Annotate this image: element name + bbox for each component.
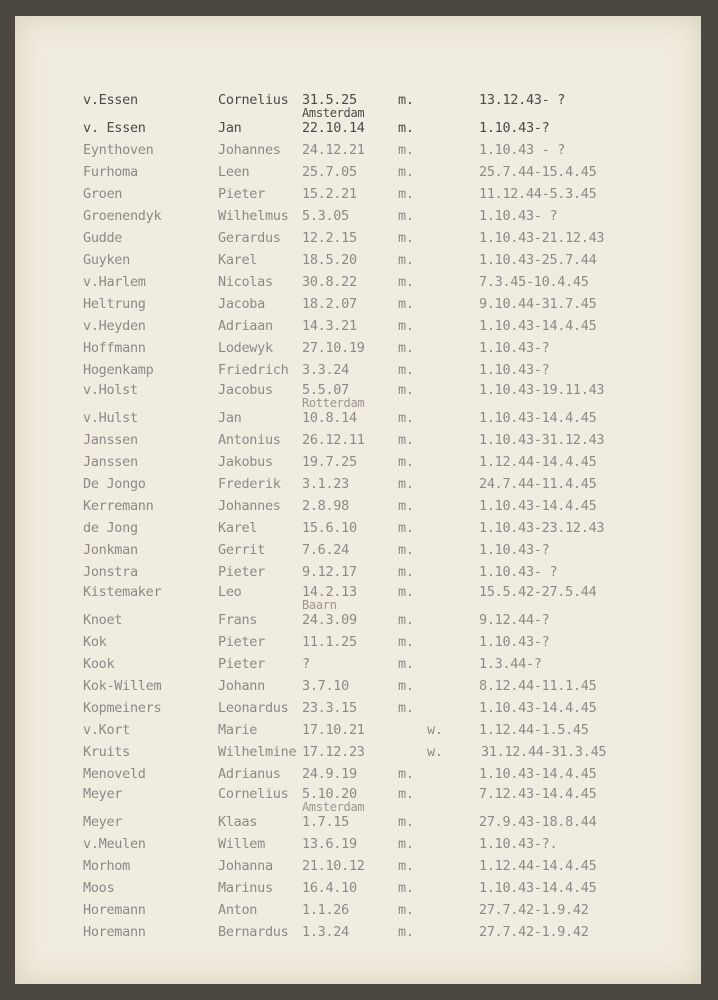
given-name-cell: Wilhelmus: [218, 208, 289, 224]
surname-cell: Groenendyk: [83, 208, 162, 224]
sex-cell: m.: [398, 584, 414, 600]
given-name-cell: Pieter: [218, 634, 265, 650]
given-name-cell: Nicolas: [218, 274, 273, 290]
register-entry: [15, 722, 701, 744]
birth-date-cell: 15.2.21: [302, 186, 357, 202]
period-cell: 1.10.43-14.4.45: [479, 318, 597, 334]
given-name-cell: Jan: [218, 120, 242, 136]
birth-place-cell: Amsterdam: [302, 106, 365, 120]
birth-date-cell: 18.2.07: [302, 296, 357, 312]
register-entry: [15, 744, 701, 766]
sex-cell: m.: [398, 454, 414, 470]
sex-cell: w.: [427, 722, 443, 738]
period-cell: 1.10.43-14.4.45: [479, 880, 597, 896]
register-entry: [15, 92, 701, 120]
register-entry: [15, 318, 701, 340]
birth-date-cell: 7.6.24: [302, 542, 349, 558]
register-entry: [15, 362, 701, 384]
register-entry: [15, 230, 701, 252]
sex-cell: m.: [398, 814, 414, 830]
register-entry: [15, 164, 701, 186]
birth-date-cell: 22.10.14: [302, 120, 365, 136]
given-name-cell: Friedrich: [218, 362, 289, 378]
sex-cell: m.: [398, 924, 414, 940]
given-name-cell: Cornelius: [218, 786, 289, 802]
given-name-cell: Johanna: [218, 858, 273, 874]
period-cell: 9.12.44-?: [479, 612, 550, 628]
sex-cell: m.: [398, 880, 414, 896]
surname-cell: Guyken: [83, 252, 130, 268]
period-cell: 24.7.44-11.4.45: [479, 476, 597, 492]
register-entry: [15, 880, 701, 902]
birth-date-cell: 15.6.10: [302, 520, 357, 536]
birth-date-cell: 24.3.09: [302, 612, 357, 628]
register-entry: [15, 186, 701, 208]
period-cell: 27.9.43-18.8.44: [479, 814, 597, 830]
register-entry: [15, 340, 701, 362]
surname-cell: v.Kort: [83, 722, 130, 738]
birth-date-cell: 1.1.26: [302, 902, 349, 918]
sex-cell: m.: [398, 92, 414, 108]
sex-cell: m.: [398, 564, 414, 580]
surname-cell: Horemann: [83, 924, 146, 940]
period-cell: 1.12.44-1.5.45: [479, 722, 589, 738]
given-name-cell: Adrianus: [218, 766, 281, 782]
given-name-cell: Pieter: [218, 564, 265, 580]
given-name-cell: Marinus: [218, 880, 273, 896]
sex-cell: m.: [398, 498, 414, 514]
period-cell: 27.7.42-1.9.42: [479, 924, 589, 940]
given-name-cell: Bernardus: [218, 924, 289, 940]
birth-date-cell: 16.4.10: [302, 880, 357, 896]
document-page: [15, 16, 701, 984]
sex-cell: m.: [398, 678, 414, 694]
birth-date-cell: 23.3.15: [302, 700, 357, 716]
surname-cell: Morhom: [83, 858, 130, 874]
birth-date-cell: 11.1.25: [302, 634, 357, 650]
given-name-cell: Adriaan: [218, 318, 273, 334]
birth-date-cell: 21.10.12: [302, 858, 365, 874]
birth-date-cell: 27.10.19: [302, 340, 365, 356]
given-name-cell: Anton: [218, 902, 258, 918]
birth-date-cell: 13.6.19: [302, 836, 357, 852]
birth-place-cell: Rotterdam: [302, 396, 365, 410]
sex-cell: m.: [398, 230, 414, 246]
sex-cell: m.: [398, 612, 414, 628]
surname-cell: Hoffmann: [83, 340, 146, 356]
given-name-cell: Jakobus: [218, 454, 273, 470]
register-entry: [15, 274, 701, 296]
register-entry: [15, 252, 701, 274]
register-entry: [15, 520, 701, 542]
surname-cell: Kruits: [83, 744, 130, 760]
sex-cell: m.: [398, 120, 414, 136]
given-name-cell: Johannes: [218, 142, 281, 158]
register-entry: [15, 700, 701, 722]
register-entry: [15, 634, 701, 656]
sex-cell: m.: [398, 700, 414, 716]
surname-cell: Jonkman: [83, 542, 138, 558]
surname-cell: Menoveld: [83, 766, 146, 782]
period-cell: 1.12.44-14.4.45: [479, 454, 597, 470]
period-cell: 1.10.43-23.12.43: [479, 520, 605, 536]
surname-cell: v.Holst: [83, 382, 138, 398]
given-name-cell: Wilhelmine: [218, 744, 297, 760]
given-name-cell: Jan: [218, 410, 242, 426]
period-cell: 13.12.43- ?: [479, 92, 566, 108]
register-entry: [15, 432, 701, 454]
surname-cell: de Jong: [83, 520, 138, 536]
sex-cell: m.: [398, 656, 414, 672]
sex-cell: m.: [398, 410, 414, 426]
period-cell: 1.10.43-?: [479, 362, 550, 378]
sex-cell: m.: [398, 164, 414, 180]
birth-date-cell: 31.5.25: [302, 92, 357, 108]
register-entry: [15, 454, 701, 476]
surname-cell: Furhoma: [83, 164, 138, 180]
sex-cell: m.: [398, 858, 414, 874]
birth-date-cell: 1.7.15: [302, 814, 349, 830]
sex-cell: m.: [398, 432, 414, 448]
period-cell: 1.10.43- ?: [479, 564, 558, 580]
given-name-cell: Pieter: [218, 186, 265, 202]
period-cell: 1.10.43-31.12.43: [479, 432, 605, 448]
birth-date-cell: 14.3.21: [302, 318, 357, 334]
birth-date-cell: 5.10.20: [302, 786, 357, 802]
birth-date-cell: 17.10.21: [302, 722, 365, 738]
given-name-cell: Leo: [218, 584, 242, 600]
period-cell: 9.10.44-31.7.45: [479, 296, 597, 312]
given-name-cell: Marie: [218, 722, 258, 738]
surname-cell: Janssen: [83, 454, 138, 470]
period-cell: 1.10.43-14.4.45: [479, 700, 597, 716]
birth-date-cell: 3.1.23: [302, 476, 349, 492]
given-name-cell: Gerrit: [218, 542, 265, 558]
period-cell: 31.12.44-31.3.45: [481, 744, 607, 760]
birth-date-cell: 19.7.25: [302, 454, 357, 470]
period-cell: 1.10.43-14.4.45: [479, 498, 597, 514]
surname-cell: Gudde: [83, 230, 123, 246]
given-name-cell: Pieter: [218, 656, 265, 672]
birth-date-cell: 3.3.24: [302, 362, 349, 378]
sex-cell: m.: [398, 362, 414, 378]
birth-place-cell: Baarn: [302, 598, 337, 612]
birth-date-cell: ?: [302, 656, 310, 672]
register-entry: [15, 612, 701, 634]
surname-cell: Janssen: [83, 432, 138, 448]
register-entry: [15, 142, 701, 164]
register-entry: [15, 836, 701, 858]
sex-cell: m.: [398, 186, 414, 202]
surname-cell: Meyer: [83, 814, 123, 830]
period-cell: 1.10.43 - ?: [479, 142, 566, 158]
sex-cell: m.: [398, 766, 414, 782]
period-cell: 1.10.43-?: [479, 340, 550, 356]
period-cell: 1.10.43-?: [479, 634, 550, 650]
surname-cell: Heltrung: [83, 296, 146, 312]
period-cell: 8.12.44-11.1.45: [479, 678, 597, 694]
surname-cell: Kok: [83, 634, 107, 650]
given-name-cell: Jacobus: [218, 382, 273, 398]
sex-cell: m.: [398, 520, 414, 536]
period-cell: 1.12.44-14.4.45: [479, 858, 597, 874]
register-entry: [15, 296, 701, 318]
given-name-cell: Lodewyk: [218, 340, 273, 356]
surname-cell: De Jongo: [83, 476, 146, 492]
register-entry: [15, 858, 701, 880]
sex-cell: m.: [398, 274, 414, 290]
period-cell: 1.3.44-?: [479, 656, 542, 672]
register-entry: [15, 476, 701, 498]
period-cell: 15.5.42-27.5.44: [479, 584, 597, 600]
given-name-cell: Antonius: [218, 432, 281, 448]
surname-cell: Kopmeiners: [83, 700, 162, 716]
given-name-cell: Cornelius: [218, 92, 289, 108]
register-entry: [15, 542, 701, 564]
period-cell: 7.12.43-14.4.45: [479, 786, 597, 802]
register-entry: [15, 656, 701, 678]
sex-cell: m.: [398, 476, 414, 492]
birth-date-cell: 2.8.98: [302, 498, 349, 514]
birth-date-cell: 30.8.22: [302, 274, 357, 290]
surname-cell: Horemann: [83, 902, 146, 918]
surname-cell: Groen: [83, 186, 123, 202]
sex-cell: m.: [398, 208, 414, 224]
sex-cell: m.: [398, 634, 414, 650]
period-cell: 1.10.43-21.12.43: [479, 230, 605, 246]
birth-date-cell: 1.3.24: [302, 924, 349, 940]
surname-cell: Meyer: [83, 786, 123, 802]
birth-date-cell: 18.5.20: [302, 252, 357, 268]
given-name-cell: Leen: [218, 164, 250, 180]
surname-cell: v.Hulst: [83, 410, 138, 426]
register-entry: [15, 208, 701, 230]
given-name-cell: Frederik: [218, 476, 281, 492]
birth-date-cell: 10.8.14: [302, 410, 357, 426]
birth-date-cell: 14.2.13: [302, 584, 357, 600]
given-name-cell: Willem: [218, 836, 265, 852]
sex-cell: m.: [398, 786, 414, 802]
register-entry: [15, 766, 701, 788]
register-entry: [15, 924, 701, 946]
period-cell: 7.3.45-10.4.45: [479, 274, 589, 290]
sex-cell: m.: [398, 836, 414, 852]
sex-cell: m.: [398, 252, 414, 268]
given-name-cell: Karel: [218, 520, 258, 536]
period-cell: 1.10.43-?.: [479, 836, 558, 852]
birth-date-cell: 17.12.23: [302, 744, 365, 760]
sex-cell: m.: [398, 382, 414, 398]
period-cell: 1.10.43- ?: [479, 208, 558, 224]
register-entry: [15, 382, 701, 410]
given-name-cell: Frans: [218, 612, 258, 628]
register-entry: [15, 410, 701, 432]
surname-cell: v.Harlem: [83, 274, 146, 290]
sex-cell: w.: [427, 744, 443, 760]
surname-cell: Moos: [83, 880, 115, 896]
birth-date-cell: 24.12.21: [302, 142, 365, 158]
surname-cell: Hogenkamp: [83, 362, 154, 378]
sex-cell: m.: [398, 340, 414, 356]
register-entry: [15, 786, 701, 814]
surname-cell: v.Heyden: [83, 318, 146, 334]
register-entry: [15, 564, 701, 586]
given-name-cell: Gerardus: [218, 230, 281, 246]
period-cell: 1.10.43-?: [479, 542, 550, 558]
sex-cell: m.: [398, 318, 414, 334]
surname-cell: Kerremann: [83, 498, 154, 514]
register-entry: [15, 120, 701, 142]
given-name-cell: Karel: [218, 252, 258, 268]
sex-cell: m.: [398, 142, 414, 158]
period-cell: 25.7.44-15.4.45: [479, 164, 597, 180]
birth-date-cell: 24.9.19: [302, 766, 357, 782]
period-cell: 1.10.43-?: [479, 120, 550, 136]
birth-date-cell: 9.12.17: [302, 564, 357, 580]
surname-cell: v.Meulen: [83, 836, 146, 852]
given-name-cell: Johann: [218, 678, 265, 694]
surname-cell: Eynthoven: [83, 142, 154, 158]
register-entry: [15, 814, 701, 836]
given-name-cell: Johannes: [218, 498, 281, 514]
birth-place-cell: Amsterdam: [302, 800, 365, 814]
sex-cell: m.: [398, 296, 414, 312]
birth-date-cell: 25.7.05: [302, 164, 357, 180]
register-entry: [15, 678, 701, 700]
sex-cell: m.: [398, 542, 414, 558]
birth-date-cell: 3.7.10: [302, 678, 349, 694]
given-name-cell: Klaas: [218, 814, 258, 830]
surname-cell: Knoet: [83, 612, 123, 628]
birth-date-cell: 5.5.07: [302, 382, 349, 398]
period-cell: 1.10.43-14.4.45: [479, 766, 597, 782]
register-entry: [15, 498, 701, 520]
period-cell: 1.10.43-25.7.44: [479, 252, 597, 268]
surname-cell: v.Essen: [83, 92, 138, 108]
birth-date-cell: 5.3.05: [302, 208, 349, 224]
surname-cell: v. Essen: [83, 120, 146, 136]
period-cell: 11.12.44-5.3.45: [479, 186, 597, 202]
given-name-cell: Jacoba: [218, 296, 265, 312]
given-name-cell: Leonardus: [218, 700, 289, 716]
surname-cell: Kok-Willem: [83, 678, 162, 694]
surname-cell: Jonstra: [83, 564, 138, 580]
register-entry: [15, 584, 701, 612]
register-entry: [15, 902, 701, 924]
period-cell: 1.10.43-14.4.45: [479, 410, 597, 426]
birth-date-cell: 26.12.11: [302, 432, 365, 448]
birth-date-cell: 12.2.15: [302, 230, 357, 246]
period-cell: 1.10.43-19.11.43: [479, 382, 605, 398]
period-cell: 27.7.42-1.9.42: [479, 902, 589, 918]
sex-cell: m.: [398, 902, 414, 918]
surname-cell: Kistemaker: [83, 584, 162, 600]
surname-cell: Kook: [83, 656, 115, 672]
